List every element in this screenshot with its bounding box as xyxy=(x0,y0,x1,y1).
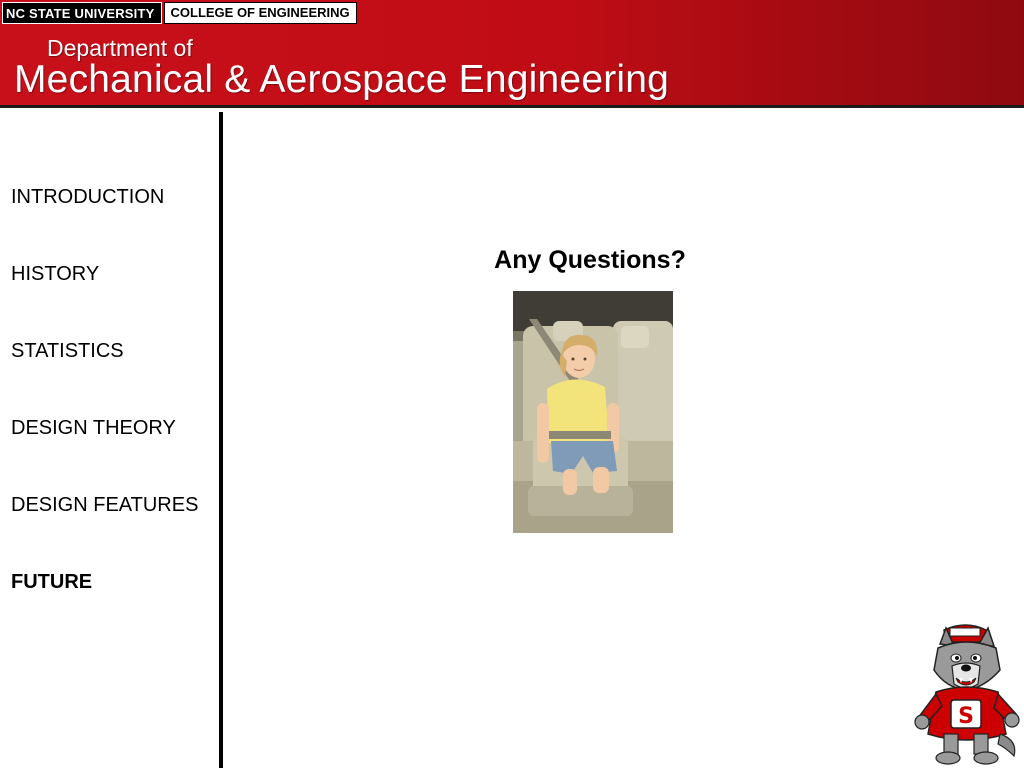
department-prefix: Department of xyxy=(47,35,193,61)
university-name[interactable]: NC STATE UNIVERSITY xyxy=(2,2,162,24)
university-bar xyxy=(2,2,357,24)
sidebar-divider xyxy=(219,112,223,768)
child-booster-seat-photo xyxy=(513,291,673,533)
department-title: Mechanical & Aerospace Engineering xyxy=(14,58,670,101)
college-name[interactable]: COLLEGE OF ENGINEERING xyxy=(164,2,357,24)
wolf-mascot-logo xyxy=(914,622,1020,766)
header-banner xyxy=(0,0,1024,108)
nav-item-future[interactable]: FUTURE xyxy=(11,571,93,593)
nav-item-design-features[interactable]: DESIGN FEATURES xyxy=(11,494,199,516)
slide-heading: Any Questions? xyxy=(494,246,686,274)
nav-item-history[interactable]: HISTORY xyxy=(11,263,100,285)
nav-item-introduction[interactable]: INTRODUCTION xyxy=(11,186,165,208)
banner-rule xyxy=(0,108,1024,111)
mascot-badge-letter: S xyxy=(958,704,974,729)
nav-item-design-theory[interactable]: DESIGN THEORY xyxy=(11,417,176,439)
nav-item-statistics[interactable]: STATISTICS xyxy=(11,340,124,362)
sidebar-nav xyxy=(0,112,220,768)
banner-watermark xyxy=(770,2,1017,108)
